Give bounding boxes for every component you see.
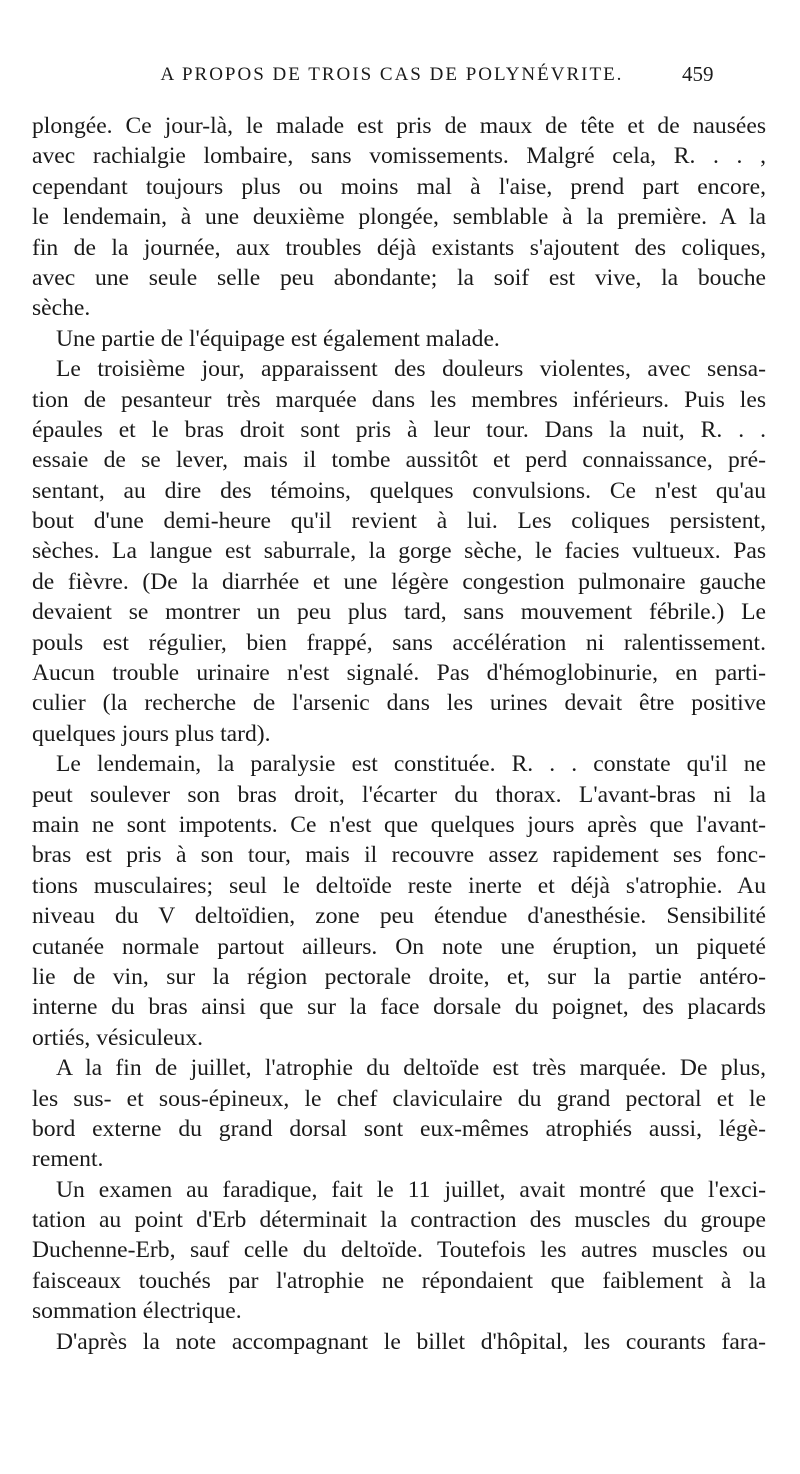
text-line: sentant, au dire des témoins, quelques convulsions. Ce n'est qu'au bbox=[32, 477, 766, 504]
text-line: bout d'une demi-heure qu'il revient à lui. Les coliques persistent, bbox=[32, 508, 766, 535]
text-line: avec rachialgie lombaire, sans vomissements. Malgré cela, R. . . , bbox=[32, 143, 766, 170]
text-line: A la fin de juillet, l'atrophie du deltoïde est très marquée. De plus, bbox=[56, 1055, 766, 1082]
text-line: rement. bbox=[32, 1146, 104, 1173]
text-line: devaient se montrer un peu plus tard, sans mouvement fébrile.) Le bbox=[32, 599, 766, 626]
text-line: bord externe du grand dorsal sont eux-mêmes atrophiés aussi, légè- bbox=[32, 1115, 766, 1142]
text-line: tation au point d'Erb déterminait la contraction des muscles du groupe bbox=[32, 1207, 766, 1234]
text-line: pouls est régulier, bien frappé, sans accélération ni ralentissement. bbox=[32, 629, 766, 656]
text-line: fin de la journée, aux troubles déjà existants s'ajoutent des coliques, bbox=[32, 234, 766, 261]
text-line: quelques jours plus tard). bbox=[32, 720, 271, 747]
text-line: Aucun trouble urinaire n'est signalé. Pas d'hémoglobinurie, en parti- bbox=[32, 660, 766, 687]
text-line: les sus- et sous-épineux, le chef claviculaire du grand pectoral et le bbox=[32, 1085, 766, 1112]
text-line: plongée. Ce jour-là, le malade est pris de maux de tête et de nausées bbox=[32, 113, 766, 139]
text-line: de fièvre. (De la diarrhée et une légère congestion pulmonaire gauche bbox=[32, 568, 766, 595]
text-line: sèches. La langue est saburrale, la gorge sèche, le facies vultueux. Pas bbox=[32, 538, 766, 565]
text-line: ortiés, vésiculeux. bbox=[32, 1024, 204, 1051]
text-line: le lendemain, à une deuxième plongée, semblable à la première. A la bbox=[32, 204, 766, 231]
text-line: bras est pris à son tour, mais il recouvre assez rapidement ses fonc- bbox=[32, 842, 766, 869]
text-line: essaie de se lever, mais il tombe aussitôt et perd connaissance, pré- bbox=[32, 447, 766, 474]
body-text bbox=[32, 111, 766, 1357]
text-line: peut soulever son bras droit, l'écarter du thorax. L'avant-bras ni la bbox=[32, 781, 766, 808]
text-line: Le lendemain, la paralysie est constituée. R. . . constate qu'il ne bbox=[56, 751, 766, 778]
text-line: interne du bras ainsi que sur la face dorsale du poignet, des placards bbox=[32, 994, 766, 1021]
text-line: sèche. bbox=[32, 295, 91, 322]
text-line: sommation électrique. bbox=[32, 1298, 242, 1325]
text-line: faisceaux touchés par l'atrophie ne répondaient que faiblement à la bbox=[32, 1267, 766, 1294]
page-number: 459 bbox=[682, 62, 714, 86]
text-line: avec une seule selle peu abondante; la soif est vive, la bouche bbox=[32, 264, 766, 291]
text-line: culier (la recherche de l'arsenic dans les urines devait être positive bbox=[32, 690, 766, 717]
text-line: épaules et le bras droit sont pris à leur tour. Dans la nuit, R. . . bbox=[32, 416, 766, 443]
text-line: tions musculaires; seul le deltoïde reste inerte et déjà s'atrophie. Au bbox=[32, 872, 766, 899]
text-line: cependant toujours plus ou moins mal à l'aise, prend part encore, bbox=[32, 173, 766, 200]
text-line: D'après la note accompagnant le billet d'hôpital, les courants fara- bbox=[56, 1328, 766, 1355]
text-line: Une partie de l'équipage est également malade. bbox=[56, 325, 500, 352]
text-line: Duchenne-Erb, sauf celle du deltoïde. Toutefois les autres muscles ou bbox=[32, 1237, 766, 1264]
text-line: main ne sont impotents. Ce n'est que quelques jours après que l'avant- bbox=[32, 811, 766, 838]
text-line: tion de pesanteur très marquée dans les membres inférieurs. Puis les bbox=[32, 386, 766, 413]
text-line: Un examen au faradique, fait le 11 juillet, avait montré que l'exci- bbox=[56, 1176, 766, 1203]
running-title: A PROPOS DE TROIS CAS DE POLYNÉVRITE. bbox=[160, 64, 624, 85]
text-line: niveau du V deltoïdien, zone peu étendue d'anesthésie. Sensibilité bbox=[32, 903, 766, 930]
text-line: cutanée normale partout ailleurs. On note une éruption, un piqueté bbox=[32, 933, 766, 960]
text-line: lie de vin, sur la région pectorale droite, et, sur la partie antéro- bbox=[32, 963, 766, 990]
text-line: Le troisième jour, apparaissent des douleurs violentes, avec sensa- bbox=[56, 356, 766, 383]
